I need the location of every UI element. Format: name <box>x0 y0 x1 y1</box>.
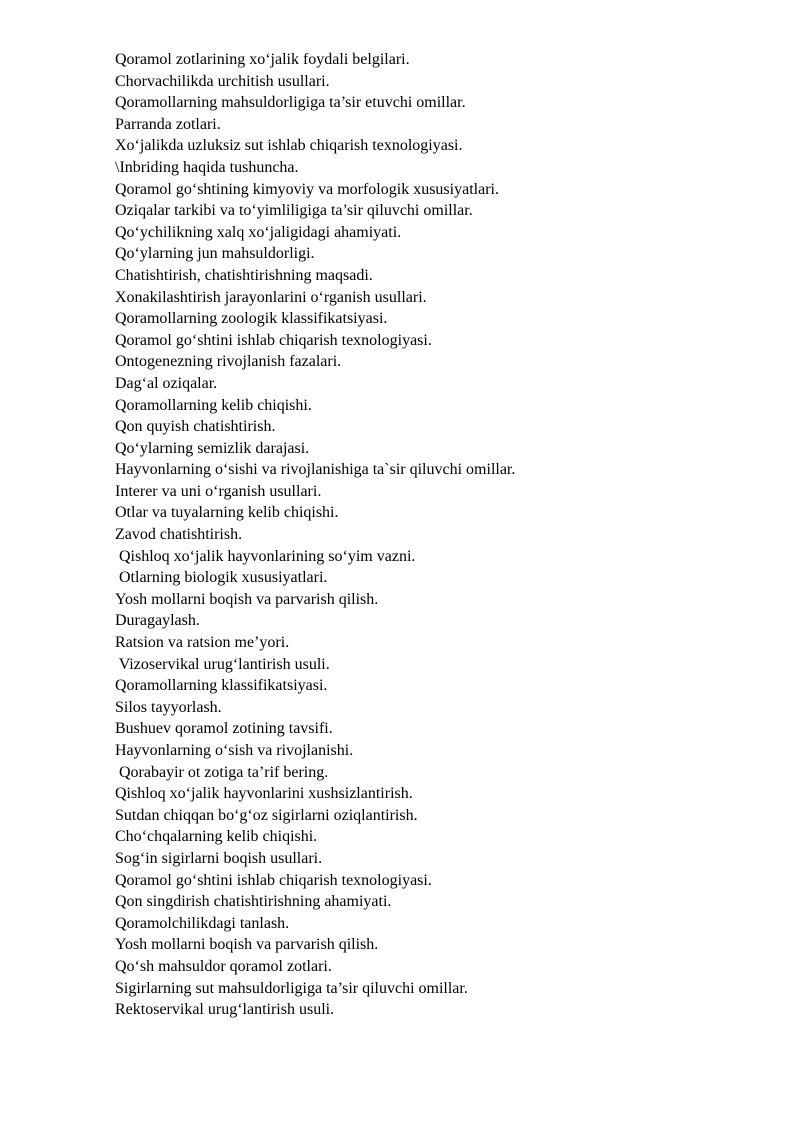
topic-line: Zavod chatishtirish. <box>115 526 243 544</box>
topic-line: Otlarning biologik xususiyatlari. <box>115 569 328 587</box>
topic-line: Ontogenezning rivojlanish fazalari. <box>115 353 342 371</box>
topic-line: Qishloq xo‘jalik hayvonlarini xushsizlantirish. <box>115 785 413 803</box>
topic-line: Sigirlarning sut mahsuldorligiga ta’sir qiluvchi omillar. <box>115 979 468 997</box>
topic-line: Qoramollarning zoologik klassifikatsiyasi. <box>115 310 388 328</box>
topic-line: Xonakilashtirish jarayonlarini o‘rganish usullari. <box>115 288 427 306</box>
topic-line: \Inbriding haqida tushuncha. <box>115 158 299 176</box>
topic-line: Qon quyish chatishtirish. <box>115 418 276 436</box>
topic-line: Qoramollarning mahsuldorligiga ta’sir etuvchi omillar. <box>115 94 466 112</box>
topic-line: Sog‘in sigirlarni boqish usullari. <box>115 849 323 867</box>
topic-line: Qoramollarning kelib chiqishi. <box>115 396 312 414</box>
topic-line: Hayvonlarning o‘sish va rivojlanishi. <box>115 742 354 759</box>
topic-line: Duragaylash. <box>115 612 200 630</box>
topic-line: Qon singdirish chatishtirishning ahamiyati. <box>115 893 392 911</box>
topic-line: Dag‘al oziqalar. <box>115 374 218 392</box>
topic-line: Hayvonlarning o‘sishi va rivojlanishiga ta`sir qiluvchi omillar. <box>115 461 516 479</box>
topic-line: Yosh mollarni boqish va parvarish qilish. <box>115 936 379 954</box>
topic-line: Silos tayyorlash. <box>115 698 222 716</box>
topic-line: Interer va uni o‘rganish usullari. <box>115 482 322 500</box>
topic-line: Qoramollarning klassifikatsiyasi. <box>115 677 328 695</box>
topic-line: Qo‘ylarning jun mahsuldorligi. <box>115 245 315 263</box>
topic-line: Xo‘jalikda uzluksiz sut ishlab chiqarish texnologiyasi. <box>115 137 463 155</box>
topic-line: Qoramol zotlarining xo‘jalik foydali belgilari. <box>115 51 410 68</box>
topic-line: Sutdan chiqqan bo‘g‘oz sigirlarni oziqlantirish. <box>115 806 418 824</box>
topic-list <box>115 49 515 1021</box>
topic-line: Bushuev qoramol zotining tavsifi. <box>115 720 333 738</box>
topic-line: Qo‘ylarning semizlik darajasi. <box>115 439 310 457</box>
topic-line: Oziqalar tarkibi va to‘yimliligiga ta’sir qiluvchi omillar. <box>115 202 473 220</box>
topic-line: Qoramol go‘shtini ishlab chiqarish texnologiyasi. <box>115 871 432 889</box>
topic-line: Parranda zotlari. <box>115 115 221 133</box>
topic-line: Otlar va tuyalarning kelib chiqishi. <box>115 504 339 522</box>
topic-line: Qoramol go‘shtini ishlab chiqarish texnologiyasi. <box>115 331 432 349</box>
topic-line: Qorabayir ot zotiga ta’rif bering. <box>115 763 329 781</box>
topic-line: Ratsion va ratsion me’yori. <box>115 634 290 652</box>
topic-line: Qo‘sh mahsuldor qoramol zotlari. <box>115 957 332 975</box>
topic-line: Qoramol go‘shtining kimyoviy va morfologik xususiyatlari. <box>115 180 499 198</box>
topic-line: Qoramolchilikdagi tanlash. <box>115 914 290 932</box>
topic-line: Qishloq xo‘jalik hayvonlarining so‘yim vazni. <box>115 547 416 565</box>
topic-line: Cho‘chqalarning kelib chiqishi. <box>115 828 318 846</box>
topic-line: Chorvachilikda urchitish usullari. <box>115 72 330 90</box>
topic-line: Yosh mollarni boqish va parvarish qilish. <box>115 590 379 608</box>
topic-line: Qo‘ychilikning xalq xo‘jaligidagi ahamiyati. <box>115 223 402 241</box>
topic-line: Rektoservikal urug‘lantirish usuli. <box>115 1001 335 1019</box>
topic-line: Vizoservikal urug‘lantirish usuli. <box>115 655 330 673</box>
topic-line: Chatishtirish, chatishtirishning maqsadi. <box>115 266 373 284</box>
